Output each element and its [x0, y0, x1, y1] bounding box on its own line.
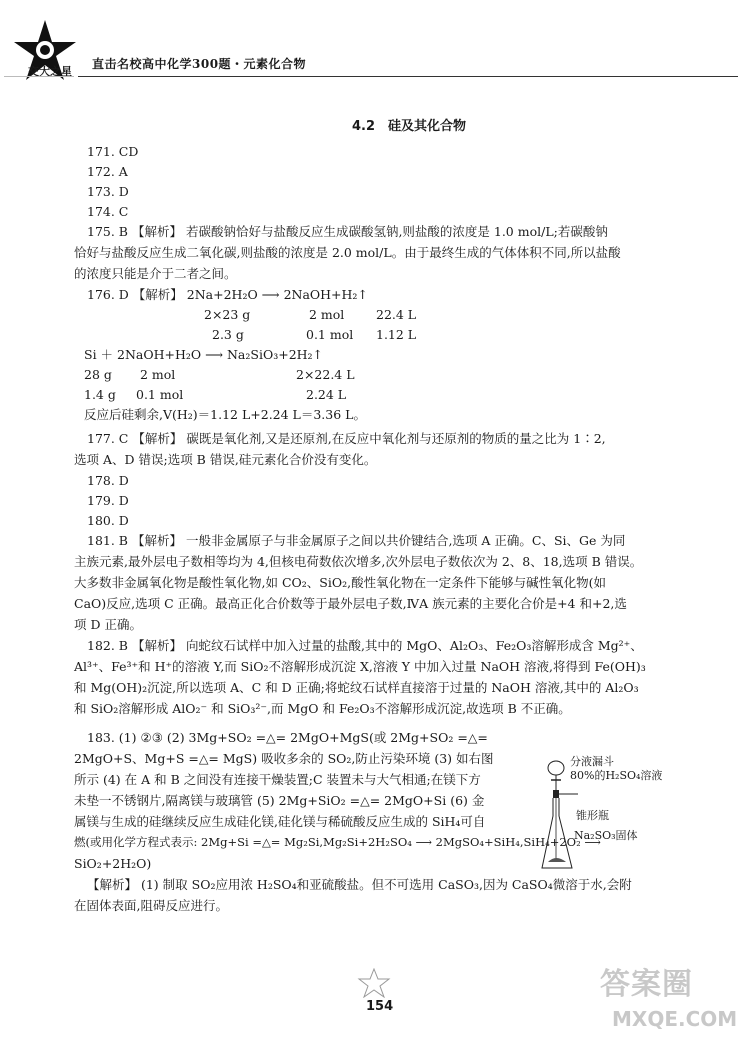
answer-183-line1: 183. (1) ②③ (2) 3Mg+SO₂ =△= 2MgO+MgS(或 2Mg+SO₂ =△=	[87, 729, 488, 745]
answer-176-row4	[84, 388, 704, 408]
header-rule-left	[4, 76, 74, 77]
answer-176-row2	[114, 328, 704, 348]
answer-174: 174. C	[87, 203, 129, 219]
answer-183-line8: 【解析】 (1) 制取 SO₂应用浓 H₂SO₄和亚硫酸盐。但不可选用 CaSO₃,因为 CaSO₄微溶于水,会附	[87, 876, 632, 892]
answer-183-line9: 在固体表面,阻碍反应进行。	[74, 897, 228, 913]
header-rule	[78, 76, 738, 77]
answer-176-end: 反应后硅剩余,V(H₂)＝1.12 L+2.24 L＝3.36 L。	[84, 406, 366, 422]
answer-183-line5: 属镁与生成的硅继续反应生成硅化镁,硅化镁与稀硫酸反应生成的 SiH₄可自	[74, 813, 486, 829]
answer-183-line3: 所示 (4) 在 A 和 B 之间没有连接干燥装置;C 装置未与大气相通;在镁下方	[74, 771, 481, 787]
calc-cell: 0.1 mol	[306, 326, 354, 342]
label-acid: 80%的H₂SO₄溶液	[570, 769, 663, 782]
watermark-url: MXQE.COM	[612, 1007, 738, 1031]
answer-182-line4: 和 SiO₂溶解形成 AlO₂⁻ 和 SiO₃²⁻,而 MgO 和 Fe₂O₃不溶解形成沉淀,故选项 B 不正确。	[74, 700, 571, 716]
answer-181-line1: 181. B 【解析】 一般非金属原子与非金属原子之间以共价键结合,选项 A 正确。C、Si、Ge 为同	[87, 532, 626, 548]
calc-cell: 2.3 g	[212, 326, 244, 342]
answer-176-eq2: Si ＋ 2NaOH+H₂O ⟶ Na₂SiO₃+2H₂↑	[84, 346, 324, 362]
answer-171: 171. CD	[87, 143, 139, 159]
answer-181-line2: 主族元素,最外层电子数相等均为 4,但核电荷数依次增多,次外层电子数依次为 2、8、18,选项 B 错误。	[74, 553, 643, 569]
calc-cell: 1.12 L	[376, 326, 417, 342]
calc-cell: 2×23 g	[204, 306, 251, 322]
label-flask: 锥形瓶	[576, 809, 609, 822]
apparatus-diagram	[540, 755, 663, 878]
calc-cell: 1.4 g	[84, 386, 116, 402]
logo-text: 交大之星	[28, 65, 72, 78]
answer-180: 180. D	[87, 512, 129, 528]
watermark-text: 答案圈	[600, 967, 693, 1002]
answer-176-row3	[84, 368, 704, 388]
answer-176-head: 176. D 【解析】 2Na+2H₂O ⟶ 2NaOH+H₂↑	[87, 286, 368, 302]
answer-183-line2: 2MgO+S、Mg+S =△= MgS) 吸收多余的 SO₂,防止污染环境 (3) 如右图	[74, 750, 494, 766]
answer-182-line1: 182. B 【解析】 向蛇纹石试样中加入过量的盐酸,其中的 MgO、Al₂O₃、Fe₂O₃溶解形成含 Mg²⁺、	[87, 637, 643, 653]
footer-star-icon	[356, 968, 392, 998]
answer-173: 173. D	[87, 183, 129, 199]
answer-177-line1: 177. C 【解析】 碳既是氧化剂,又是还原剂,在反应中氧化剂与还原剂的物质的量之比为 1∶2,	[87, 430, 606, 446]
calc-cell: 22.4 L	[376, 306, 417, 322]
answer-183-line4: 未垫一不锈钢片,隔离镁与玻璃管 (5) 2Mg+SiO₂ =△= 2MgO+Si (6) 金	[74, 792, 485, 808]
label-solid: Na₂SO₃固体	[574, 829, 638, 842]
answer-183-line6: 燃(或用化学方程式表示: 2Mg+Si =△= Mg₂Si,Mg₂Si+2H₂SO₄ ⟶ 2MgSO₄+SiH₄,SiH₄+2O₂ ⟶	[74, 834, 601, 849]
calc-cell: 2 mol	[309, 306, 345, 322]
answer-182-line2: Al³⁺、Fe³⁺和 H⁺的溶液 Y,而 SiO₂不溶解形成沉淀 X,溶液 Y 中加入过量 NaOH 溶液,将得到 Fe(OH)₃	[74, 658, 646, 674]
calc-cell: 0.1 mol	[136, 386, 184, 402]
page-number: 154	[366, 999, 394, 1014]
label-funnel: 分液漏斗	[570, 755, 614, 768]
answer-183-line7: SiO₂+2H₂O)	[74, 855, 152, 871]
page-header	[0, 0, 750, 90]
calc-cell: 2 mol	[140, 366, 176, 382]
answer-178: 178. D	[87, 472, 129, 488]
answer-181-line5: 项 D 正确。	[74, 616, 142, 632]
calc-cell: 2×22.4 L	[296, 366, 355, 382]
calc-cell: 28 g	[84, 366, 112, 382]
book-title: 直击名校高中化学300题・元素化合物	[92, 57, 307, 71]
answer-177-line2: 选项 A、D 错误;选项 B 错误,硅元素化合价没有变化。	[74, 451, 377, 467]
calc-cell: 2.24 L	[306, 386, 347, 402]
answer-175-line3: 的浓度只能是介于二者之间。	[74, 265, 237, 281]
section-title: 4.2 硅及其化合物	[351, 119, 467, 134]
answer-182-line3: 和 Mg(OH)₂沉淀,所以选项 A、C 和 D 正确;将蛇纹石试样直接溶于过量的 NaOH 溶液,其中的 Al₂O₃	[74, 679, 639, 695]
answer-172: 172. A	[87, 163, 128, 179]
answer-175-line2: 恰好与盐酸反应生成二氧化碳,则盐酸的浓度是 2.0 mol/L。由于最终生成的气体体积不同,所以盐酸	[74, 244, 621, 260]
answer-175-line1: 175. B 【解析】 若碳酸钠恰好与盐酸反应生成碳酸氢钠,则盐酸的浓度是 1.0 mol/L;若碳酸钠	[87, 223, 608, 239]
answer-179: 179. D	[87, 492, 129, 508]
answer-181-line4: CaO)反应,选项 C 正确。最高正化合价数等于最外层电子数,ⅣA 族元素的主要化合价是+4 和+2,选	[74, 595, 627, 611]
answer-176-row1	[114, 308, 704, 328]
answer-181-line3: 大多数非金属氧化物是酸性氧化物,如 CO₂、SiO₂,酸性氧化物在一定条件下能够与碱性氧化物(如	[74, 574, 606, 590]
